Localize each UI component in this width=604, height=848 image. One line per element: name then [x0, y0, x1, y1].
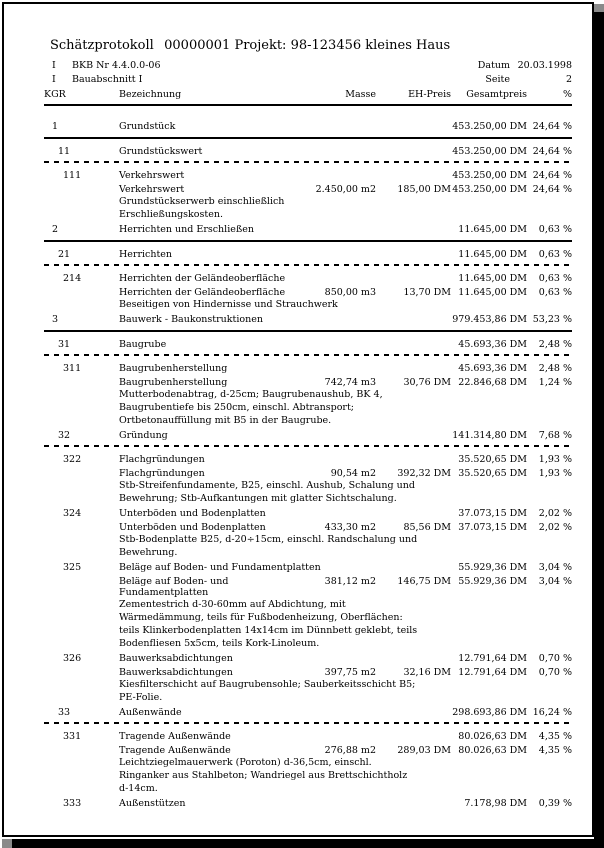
gesamtpreis-value: 45.693,36 DM	[458, 339, 527, 350]
detail-row	[44, 287, 572, 298]
description-line: Kiesfilterschicht auf Baugrubensohle; Sauberkeitsschicht B5;	[119, 679, 416, 690]
bkb-number: BKB Nr 4.4.0.0-06	[72, 60, 161, 71]
table-body	[44, 106, 572, 809]
section-divider-dashed	[44, 264, 572, 266]
table-column-headers	[44, 89, 572, 100]
percent-value: 16,24 %	[532, 707, 572, 718]
description-line: Baugrubentiefe bis 250cm, einschl. Abtransport;	[119, 402, 354, 413]
summary-row	[44, 653, 572, 664]
eh-preis-value: 85,56 DM	[403, 522, 451, 533]
section-divider-dashed	[44, 161, 572, 163]
kgr-code: 11	[58, 146, 71, 157]
project-title: 00000001 Projekt: 98-123456 kleines Haus	[164, 38, 451, 53]
item-name: Flachgründungen	[119, 468, 205, 479]
percent-value: 0,39 %	[538, 798, 572, 809]
gesamtpreis-value: 35.520,65 DM	[458, 454, 527, 465]
item-name: Verkehrswert	[119, 184, 185, 195]
bauabschnitt-label: Bauabschnitt I	[72, 74, 143, 85]
section-divider-solid	[44, 330, 572, 332]
detail-row	[44, 184, 572, 195]
kgr-code: 214	[63, 273, 82, 284]
item-name: Herrichten der Geländeoberfläche	[119, 273, 286, 284]
gesamtpreis-value: 22.846,68 DM	[458, 377, 527, 388]
col-header-kgr: KGR	[44, 89, 66, 100]
summary-row	[44, 170, 572, 181]
description-line: Wärmedämmung, teils für Fußbodenheizung, Oberflächen:	[119, 612, 403, 623]
seite-value: 2	[565, 74, 572, 85]
percent-value: 0,63 %	[538, 224, 572, 235]
detail-row	[44, 377, 572, 388]
percent-value: 3,04 %	[538, 562, 572, 573]
eh-preis-value: 289,03 DM	[397, 745, 451, 756]
gesamtpreis-value: 453.250,00 DM	[452, 184, 527, 195]
gesamtpreis-value: 55.929,36 DM	[458, 576, 527, 587]
summary-row	[44, 707, 572, 718]
item-name: Außenstützen	[119, 798, 186, 809]
description-line: Stb-Streifenfundamente, B25, einschl. Aushub, Schalung und	[119, 480, 415, 491]
item-name: Bauwerksabdichtungen	[119, 667, 233, 678]
document-page	[2, 2, 594, 837]
summary-row	[44, 454, 572, 465]
summary-row	[44, 508, 572, 519]
masse-value: 850,00 m3	[324, 287, 376, 298]
summary-row	[44, 562, 572, 573]
masse-value: 381,12 m2	[324, 576, 376, 587]
summary-row	[44, 430, 572, 441]
summary-row	[44, 146, 572, 157]
section-divider-dashed	[44, 445, 572, 447]
gesamtpreis-value: 12.791,64 DM	[458, 667, 527, 678]
col-header-percent: %	[562, 89, 572, 100]
section-divider-dashed	[44, 354, 572, 356]
percent-value: 2,48 %	[538, 363, 572, 374]
item-name: Bauwerksabdichtungen	[119, 653, 233, 664]
item-name: Grundstückswert	[119, 146, 203, 157]
gesamtpreis-value: 11.645,00 DM	[458, 287, 527, 298]
percent-value: 1,93 %	[538, 468, 572, 479]
kgr-code: 331	[63, 731, 82, 742]
eh-preis-value: 185,00 DM	[397, 184, 451, 195]
item-name: Bauwerk - Baukonstruktionen	[119, 314, 263, 325]
summary-row	[44, 121, 572, 132]
kgr-code: 21	[58, 249, 71, 260]
gesamtpreis-value: 55.929,36 DM	[458, 562, 527, 573]
kgr-code: 1	[52, 121, 59, 132]
seite-label: Seite	[485, 74, 510, 85]
detail-row	[44, 468, 572, 479]
description-line: teils Klinkerbodenplatten 14x14cm im Dünnbett geklebt, teils	[119, 625, 418, 636]
gesamtpreis-value: 45.693,36 DM	[458, 363, 527, 374]
gesamtpreis-value: 35.520,65 DM	[458, 468, 527, 479]
gesamtpreis-value: 453.250,00 DM	[452, 121, 527, 132]
percent-value: 24,64 %	[532, 170, 572, 181]
kgr-code: 325	[63, 562, 82, 573]
percent-value: 2,48 %	[538, 339, 572, 350]
eh-preis-value: 146,75 DM	[397, 576, 451, 587]
description-line: Ringanker aus Stahlbeton; Wandriegel aus Brettschichtholz	[119, 770, 408, 781]
masse-value: 2.450,00 m2	[315, 184, 376, 195]
item-name: Unterböden und Bodenplatten	[119, 522, 266, 533]
page-content	[4, 4, 572, 809]
summary-row	[44, 798, 572, 809]
masse-value: 742,74 m3	[324, 377, 376, 388]
title-row	[44, 38, 572, 53]
kgr-code: 333	[63, 798, 82, 809]
kgr-code: 311	[63, 363, 82, 374]
meta-row	[44, 60, 572, 71]
description-line: d-14cm.	[119, 783, 158, 794]
percent-value: 2,02 %	[538, 522, 572, 533]
masse-value: 276,88 m2	[324, 745, 376, 756]
datum-value: 20.03.1998	[517, 60, 572, 71]
description-line: Stb-Bodenplatte B25, d-20÷15cm, einschl. Randschalung und	[119, 534, 418, 545]
summary-row	[44, 731, 572, 742]
datum-label: Datum	[477, 60, 510, 71]
col-header-bezeichnung: Bezeichnung	[119, 89, 182, 100]
gesamtpreis-value: 37.073,15 DM	[458, 522, 527, 533]
percent-value: 4,35 %	[538, 731, 572, 742]
item-name: Außenwände	[119, 707, 182, 718]
kgr-code: 111	[63, 170, 82, 181]
masse-value: 90,54 m2	[330, 468, 376, 479]
gesamtpreis-value: 453.250,00 DM	[452, 170, 527, 181]
item-name: Herrichten und Erschließen	[119, 224, 254, 235]
gesamtpreis-value: 37.073,15 DM	[458, 508, 527, 519]
description-line: Mutterbodenabtrag, d-25cm; Baugrubenaushub, BK 4,	[119, 389, 383, 400]
percent-value: 0,63 %	[538, 273, 572, 284]
description-line: PE-Folie.	[119, 692, 163, 703]
gesamtpreis-value: 453.250,00 DM	[452, 146, 527, 157]
document-title: Schätzprotokoll	[50, 38, 154, 53]
percent-value: 0,63 %	[538, 249, 572, 260]
detail-row	[44, 522, 572, 533]
detail-row	[44, 667, 572, 678]
col-header-eh-preis: EH-Preis	[408, 89, 451, 100]
summary-row	[44, 249, 572, 260]
gesamtpreis-value: 11.645,00 DM	[458, 273, 527, 284]
gesamtpreis-value: 80.026,63 DM	[458, 731, 527, 742]
item-name: Herrichten	[119, 249, 173, 260]
description-line: Leichtziegelmauerwerk (Poroton) d-36,5cm, einschl.	[119, 757, 372, 768]
description-line: Beseitigen von Hindernisse und Strauchwerk	[119, 299, 338, 310]
percent-value: 4,35 %	[538, 745, 572, 756]
percent-value: 24,64 %	[532, 184, 572, 195]
item-name: Baugrube	[119, 339, 167, 350]
section-divider-solid	[44, 240, 572, 242]
description-line: Bewehrung.	[119, 547, 178, 558]
kgr-code: 31	[58, 339, 71, 350]
item-name: Tragende Außenwände	[119, 731, 231, 742]
description-line: Bodenfliesen 5x5cm, teils Kork-Linoleum.	[119, 638, 320, 649]
gesamtpreis-value: 7.178,98 DM	[464, 798, 527, 809]
summary-row	[44, 224, 572, 235]
percent-value: 53,23 %	[532, 314, 572, 325]
eh-preis-value: 30,76 DM	[403, 377, 451, 388]
kgr-code: 322	[63, 454, 82, 465]
description-line: Grundstückserwerb einschließlich	[119, 196, 285, 207]
page-shadow-bottom-nub	[2, 839, 12, 848]
section-divider-dashed	[44, 722, 572, 724]
detail-row	[44, 576, 572, 598]
kgr-code: 2	[52, 224, 59, 235]
description-line: Ortbetonauffüllung mit B5 in der Baugrube.	[119, 415, 332, 426]
kgr-code: 3	[52, 314, 59, 325]
description-line: Bewehrung; Stb-Aufkantungen mit glatter Sichtschalung.	[119, 493, 397, 504]
item-name: Baugrubenherstellung	[119, 363, 228, 374]
meta-row	[44, 74, 572, 85]
percent-value: 24,64 %	[532, 146, 572, 157]
summary-row	[44, 339, 572, 350]
item-name: Gründung	[119, 430, 168, 441]
percent-value: 3,04 %	[538, 576, 572, 587]
page-shadow-bottom	[12, 839, 604, 848]
summary-row	[44, 273, 572, 284]
summary-row	[44, 314, 572, 325]
masse-value: 397,75 m2	[324, 667, 376, 678]
col-header-gesamtpreis: Gesamtpreis	[466, 89, 527, 100]
item-name: Grundstück	[119, 121, 176, 132]
percent-value: 0,70 %	[538, 667, 572, 678]
percent-value: 0,70 %	[538, 653, 572, 664]
description-line: Zementestrich d-30-60mm auf Abdichtung, mit	[119, 599, 346, 610]
percent-value: 24,64 %	[532, 121, 572, 132]
item-name: Herrichten der Geländeoberfläche	[119, 287, 286, 298]
kgr-code: 326	[63, 653, 82, 664]
gesamtpreis-value: 12.791,64 DM	[458, 653, 527, 664]
kgr-code: 32	[58, 430, 71, 441]
eh-preis-value: 13,70 DM	[403, 287, 451, 298]
item-name: Beläge auf Boden- und Fundamentplatten	[119, 562, 321, 573]
section-roman: I	[52, 74, 56, 85]
percent-value: 2,02 %	[538, 508, 572, 519]
gesamtpreis-value: 11.645,00 DM	[458, 224, 527, 235]
gesamtpreis-value: 979.453,86 DM	[452, 314, 527, 325]
gesamtpreis-value: 80.026,63 DM	[458, 745, 527, 756]
item-name: Flachgründungen	[119, 454, 205, 465]
gesamtpreis-value: 141.314,80 DM	[452, 430, 527, 441]
percent-value: 1,93 %	[538, 454, 572, 465]
col-header-masse: Masse	[345, 89, 376, 100]
gesamtpreis-value: 11.645,00 DM	[458, 249, 527, 260]
page-shadow-right	[594, 12, 604, 848]
page-shadow-right-nub	[594, 4, 604, 12]
item-name: Verkehrswert	[119, 170, 185, 181]
item-name: Unterböden und Bodenplatten	[119, 508, 266, 519]
masse-value: 433,30 m2	[324, 522, 376, 533]
kgr-code: 324	[63, 508, 82, 519]
summary-row	[44, 363, 572, 374]
eh-preis-value: 32,16 DM	[403, 667, 451, 678]
detail-row	[44, 745, 572, 756]
section-roman: I	[52, 60, 56, 71]
percent-value: 1,24 %	[538, 377, 572, 388]
percent-value: 0,63 %	[538, 287, 572, 298]
percent-value: 7,68 %	[538, 430, 572, 441]
eh-preis-value: 392,32 DM	[397, 468, 451, 479]
description-line: Erschließungskosten.	[119, 209, 223, 220]
gesamtpreis-value: 298.693,86 DM	[452, 707, 527, 718]
kgr-code: 33	[58, 707, 71, 718]
item-name: Beläge auf Boden- und Fundamentplatten	[119, 576, 229, 598]
item-name: Tragende Außenwände	[119, 745, 231, 756]
section-divider-solid	[44, 137, 572, 139]
item-name: Baugrubenherstellung	[119, 377, 228, 388]
